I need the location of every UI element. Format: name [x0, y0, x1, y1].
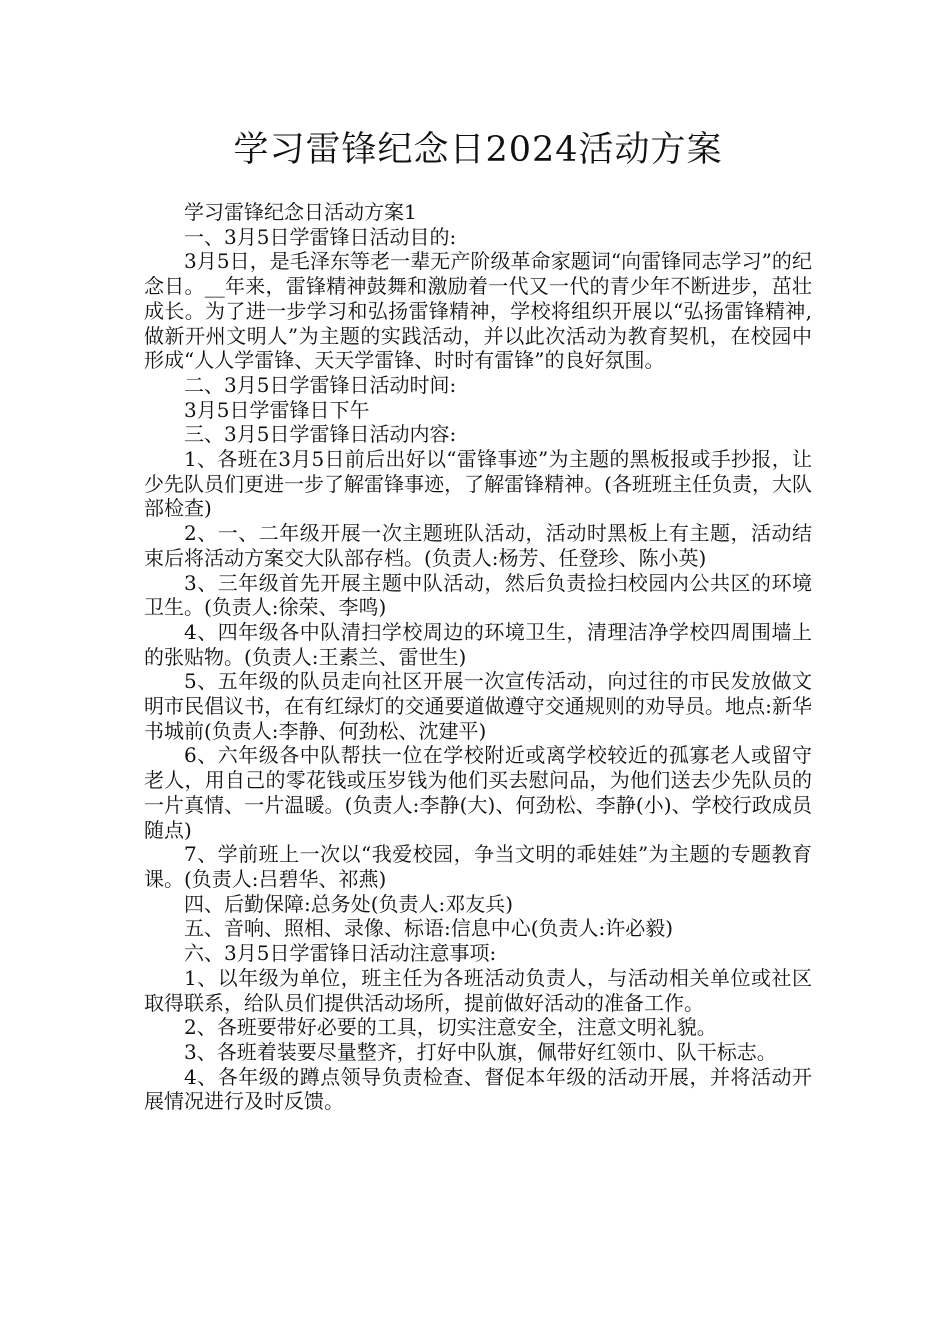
paragraph-section-purpose: 一、3月5日学雷锋日活动目的:	[184, 224, 457, 249]
paragraph-content-item-2: 2、一、二年级开展一次主题班队活动，活动时黑板上有主题，活动结束后将活动方案交大队部存档。(负责人:杨芳、任登珍、陈小英)	[144, 521, 812, 570]
paragraph-section-media: 五、音响、照相、录像、标语:信息中心(负责人:许必毅)	[184, 916, 674, 941]
document-title: 学习雷锋纪念日2024活动方案	[233, 130, 723, 170]
paragraph-note-item-2: 2、各班要带好必要的工具，切实注意安全，注意文明礼貌。	[184, 1015, 717, 1040]
paragraph-time-text: 3月5日学雷锋日下午	[184, 397, 370, 422]
paragraph-content-item-3: 3、三年级首先开展主题中队活动，然后负责捡扫校园内公共区的环境卫生。(负责人:徐荣、李鸣)	[144, 570, 812, 620]
document-body	[144, 200, 812, 1114]
document-page	[144, 0, 812, 1114]
paragraph-note-item-4: 4、各年级的蹲点领导负责检查、督促本年级的活动开展，并将活动开展情况进行及时反馈。	[144, 1064, 812, 1114]
paragraph-content-item-1: 1、各班在3月5日前后出好以“雷锋事迹”为主题的黑板报或手抄报，让少先队员们更进一步了解雷锋事迹，了解雷锋精神。(各班班主任负责，大队部检查)	[144, 447, 812, 521]
paragraph-content-item-6: 6、六年级各中队帮扶一位在学校附近或离学校较近的孤寡老人或留守老人，用自己的零花钱或压岁钱为他们买去慰问品，为他们送去少先队员的一片真情、一片温暖。(负责人:李静(大)、何劲松、李静(小)、学校行政成员随点)	[144, 743, 812, 842]
paragraph-section-notes: 六、3月5日学雷锋日活动注意事项:	[184, 941, 497, 966]
paragraph-section-logistics: 四、后勤保障:总务处(负责人:邓友兵)	[184, 891, 514, 916]
paragraph-note-item-3: 3、各班着装要尽量整齐，打好中队旗，佩带好红领巾、队干标志。	[184, 1039, 777, 1064]
paragraph-section-time: 二、3月5日学雷锋日活动时间:	[184, 372, 457, 397]
paragraph-content-item-4: 4、四年级各中队清扫学校周边的环境卫生，清理洁净学校四周围墙上的张贴物。(负责人:王素兰、雷世生)	[144, 619, 812, 669]
paragraph-section-content: 三、3月5日学雷锋日活动内容:	[184, 422, 457, 447]
paragraph-content-item-7: 7、学前班上一次以“我爱校园，争当文明的乖娃娃”为主题的专题教育课。(负责人:吕碧华、祁燕)	[144, 842, 812, 891]
paragraph-note-item-1: 1、以年级为单位，班主任为各班活动负责人，与活动相关单位或社区取得联系，给队员们提供活动场所，提前做好活动的准备工作。	[144, 965, 812, 1015]
paragraph-purpose-text: 3月5日，是毛泽东等老一辈无产阶级革命家题词“向雷锋同志学习”的纪念日。__年来，雷锋精神鼓舞和激励着一代又一代的青少年不断进步，茁壮成长。为了进一步学习和弘扬雷锋精神，学校将组织开展以“弘扬雷锋精神,做新开州文明人”为主题的实践活动，并以此次活动为教育契机，在校园中形成“人人学雷锋、天天学雷锋、时时有雷锋”的良好氛围。	[144, 249, 812, 373]
paragraph-plan-heading: 学习雷锋纪念日活动方案1	[184, 200, 417, 224]
paragraph-content-item-5: 5、五年级的队员走向社区开展一次宣传活动，向过往的市民发放做文明市民倡议书，在有红绿灯的交通要道做遵守交通规则的劝导员。地点:新华书城前(负责人:李静、何劲松、沈建平)	[144, 669, 812, 743]
